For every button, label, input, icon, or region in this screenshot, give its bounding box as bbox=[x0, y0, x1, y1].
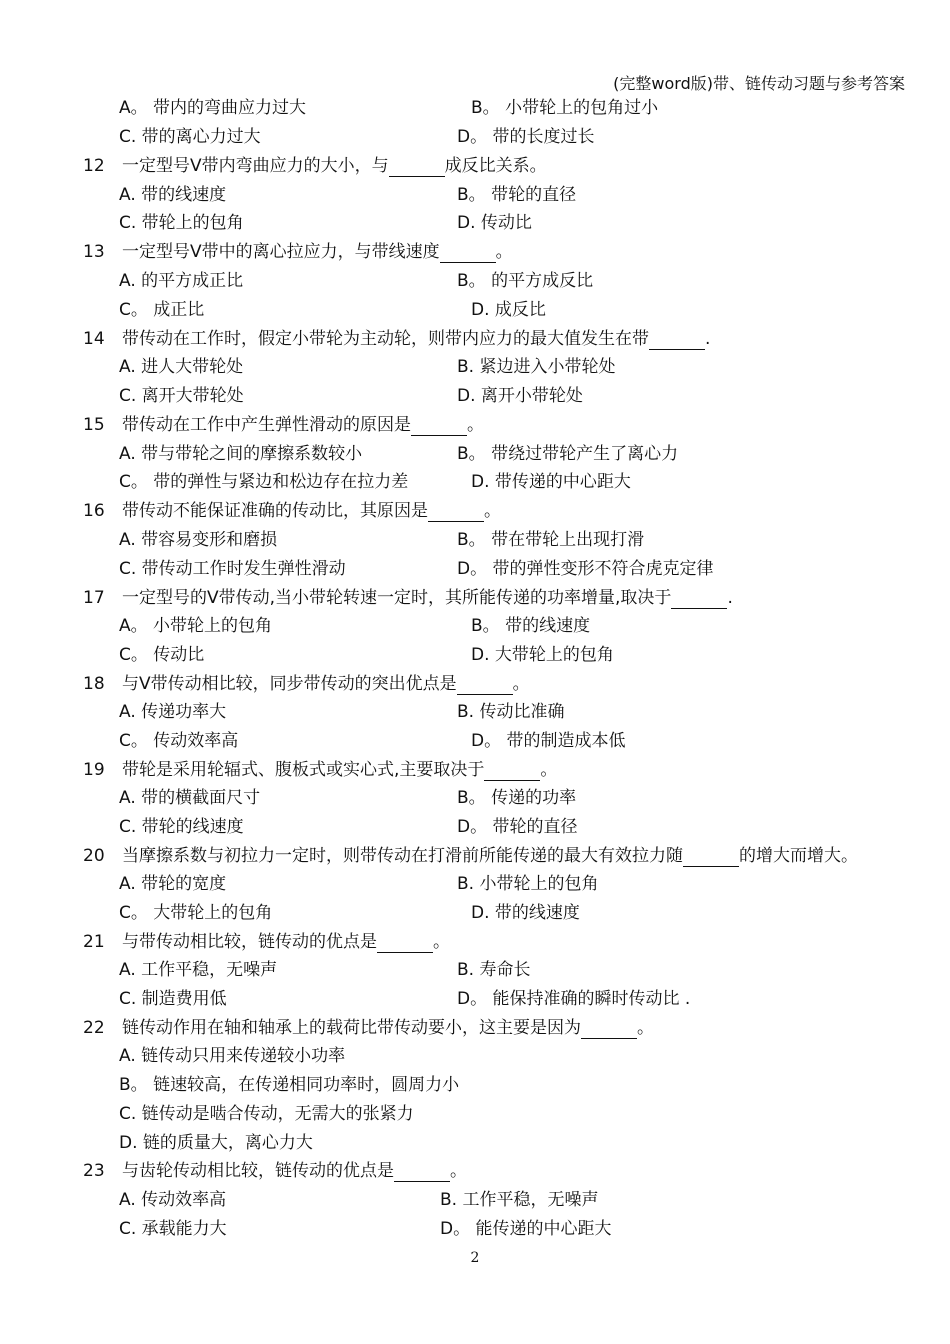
q20-option-c: C。 大带轮上的包角 bbox=[119, 903, 273, 923]
q22-option-a: A. 链传动只用来传递较小功率 bbox=[119, 1046, 346, 1066]
q11-option-c: C. 带的离心力过大 bbox=[119, 127, 261, 147]
question-stem: 与V带传动相比较，同步带传动的突出优点是 。 bbox=[122, 674, 530, 694]
answer-blank bbox=[457, 676, 513, 695]
question-number: 14 bbox=[83, 329, 105, 349]
question-number: 17 bbox=[83, 588, 105, 608]
q16-option-d: D。 带的弹性变形不符合虎克定律 bbox=[457, 559, 714, 579]
answer-blank bbox=[394, 1163, 450, 1182]
question-number: 22 bbox=[83, 1018, 105, 1038]
question-number: 16 bbox=[83, 501, 105, 521]
question-stem: 链传动作用在轴和轴承上的载荷比带传动要小，这主要是因为 。 bbox=[122, 1018, 654, 1038]
q16-option-a: A. 带容易变形和磨损 bbox=[119, 530, 278, 550]
q18-option-d: D。 带的制造成本低 bbox=[471, 731, 626, 751]
answer-blank bbox=[581, 1020, 637, 1039]
question-stem: 带传动不能保证准确的传动比，其原因是 。 bbox=[122, 501, 501, 521]
answer-blank bbox=[389, 158, 445, 177]
q17-option-a: A。 小带轮上的包角 bbox=[119, 616, 273, 636]
answer-blank bbox=[377, 934, 433, 953]
question-stem: 与带传动相比较，链传动的优点是 。 bbox=[122, 932, 450, 952]
answer-blank bbox=[440, 244, 496, 263]
document-header: (完整word版)带、链传动习题与参考答案 bbox=[613, 74, 905, 93]
answer-blank bbox=[649, 331, 705, 350]
q13-option-a: A. 的平方成正比 bbox=[119, 271, 244, 291]
q22-option-d: D. 链的质量大，离心力大 bbox=[119, 1133, 313, 1153]
question-stem: 与齿轮传动相比较，链传动的优点是 。 bbox=[122, 1161, 467, 1181]
answer-blank bbox=[671, 590, 727, 609]
q11-option-a: A。 带内的弯曲应力过大 bbox=[119, 98, 307, 118]
question-number: 18 bbox=[83, 674, 105, 694]
question-number: 23 bbox=[83, 1161, 105, 1181]
q15-option-c: C。 带的弹性与紧边和松边存在拉力差 bbox=[119, 472, 409, 492]
answer-blank bbox=[411, 417, 467, 436]
q23-option-c: C. 承载能力大 bbox=[119, 1219, 227, 1239]
q23-option-b: B. 工作平稳，无噪声 bbox=[440, 1190, 599, 1210]
q13-option-c: C。 成正比 bbox=[119, 300, 205, 320]
question-number: 13 bbox=[83, 242, 105, 262]
q14-option-b: B. 紧边进入小带轮处 bbox=[457, 357, 616, 377]
q21-option-b: B. 寿命长 bbox=[457, 960, 531, 980]
q16-option-b: B。 带在带轮上出现打滑 bbox=[457, 530, 645, 550]
q23-option-d: D。 能传递的中心距大 bbox=[440, 1219, 612, 1239]
question-stem: 一定型号V带中的离心拉应力，与带线速度 。 bbox=[122, 242, 513, 262]
q12-option-a: A. 带的线速度 bbox=[119, 185, 227, 205]
answer-blank bbox=[484, 762, 540, 781]
question-stem: 一定型号的V带传动,当小带轮转速一定时，其所能传递的功率增量,取决于 . bbox=[122, 588, 733, 608]
q15-option-d: D. 带传递的中心距大 bbox=[471, 472, 631, 492]
q15-option-b: B。 带绕过带轮产生了离心力 bbox=[457, 444, 679, 464]
question-stem: 当摩擦系数与初拉力一定时，则带传动在打滑前所能传递的最大有效拉力随 的增大而增大。 bbox=[122, 846, 858, 866]
q22-option-c: C. 链传动是啮合传动，无需大的张紧力 bbox=[119, 1104, 414, 1124]
q17-option-d: D. 大带轮上的包角 bbox=[471, 645, 614, 665]
question-number: 12 bbox=[83, 156, 105, 176]
question-stem: 带传动在工作中产生弹性滑动的原因是 。 bbox=[122, 415, 484, 435]
q20-option-a: A. 带轮的宽度 bbox=[119, 874, 227, 894]
q19-option-d: D。 带轮的直径 bbox=[457, 817, 578, 837]
q23-option-a: A. 传动效率高 bbox=[119, 1190, 227, 1210]
q21-option-c: C. 制造费用低 bbox=[119, 989, 227, 1009]
q18-option-a: A. 传递功率大 bbox=[119, 702, 227, 722]
q12-option-b: B。 带轮的直径 bbox=[457, 185, 577, 205]
q17-option-c: C。 传动比 bbox=[119, 645, 205, 665]
q12-option-c: C. 带轮上的包角 bbox=[119, 213, 244, 233]
q11-option-d: D。 带的长度过长 bbox=[457, 127, 595, 147]
q16-option-c: C. 带传动工作时发生弹性滑动 bbox=[119, 559, 346, 579]
question-number: 20 bbox=[83, 846, 105, 866]
q14-option-d: D. 离开小带轮处 bbox=[457, 386, 583, 406]
q19-option-b: B。 传递的功率 bbox=[457, 788, 577, 808]
question-number: 15 bbox=[83, 415, 105, 435]
q21-option-a: A. 工作平稳，无噪声 bbox=[119, 960, 278, 980]
q21-option-d: D。 能保持准确的瞬时传动比 . bbox=[457, 989, 691, 1009]
q19-option-a: A. 带的横截面尺寸 bbox=[119, 788, 261, 808]
q20-option-b: B. 小带轮上的包角 bbox=[457, 874, 599, 894]
q14-option-a: A. 进人大带轮处 bbox=[119, 357, 244, 377]
q14-option-c: C. 离开大带轮处 bbox=[119, 386, 244, 406]
question-stem: 带传动在工作时，假定小带轮为主动轮，则带内应力的最大值发生在带 . bbox=[122, 329, 711, 349]
q15-option-a: A. 带与带轮之间的摩擦系数较小 bbox=[119, 444, 363, 464]
q12-option-d: D. 传动比 bbox=[457, 213, 532, 233]
q19-option-c: C. 带轮的线速度 bbox=[119, 817, 244, 837]
question-number: 19 bbox=[83, 760, 105, 780]
question-number: 21 bbox=[83, 932, 105, 952]
question-stem: 带轮是采用轮辐式、腹板式或实心式,主要取决于 。 bbox=[122, 760, 558, 780]
question-stem: 一定型号V带内弯曲应力的大小，与 成反比关系。 bbox=[122, 156, 547, 176]
answer-blank bbox=[683, 848, 739, 867]
q11-option-b: B。 小带轮上的包角过小 bbox=[471, 98, 659, 118]
q22-option-b: B。 链速较高，在传递相同功率时，圆周力小 bbox=[119, 1075, 460, 1095]
q17-option-b: B。 带的线速度 bbox=[471, 616, 591, 636]
q13-option-d: D. 成反比 bbox=[471, 300, 546, 320]
q13-option-b: B。 的平方成反比 bbox=[457, 271, 594, 291]
answer-blank bbox=[428, 503, 484, 522]
q20-option-d: D. 带的线速度 bbox=[471, 903, 580, 923]
page-number: 2 bbox=[470, 1250, 480, 1266]
q18-option-c: C。 传动效率高 bbox=[119, 731, 239, 751]
q18-option-b: B. 传动比准确 bbox=[457, 702, 565, 722]
